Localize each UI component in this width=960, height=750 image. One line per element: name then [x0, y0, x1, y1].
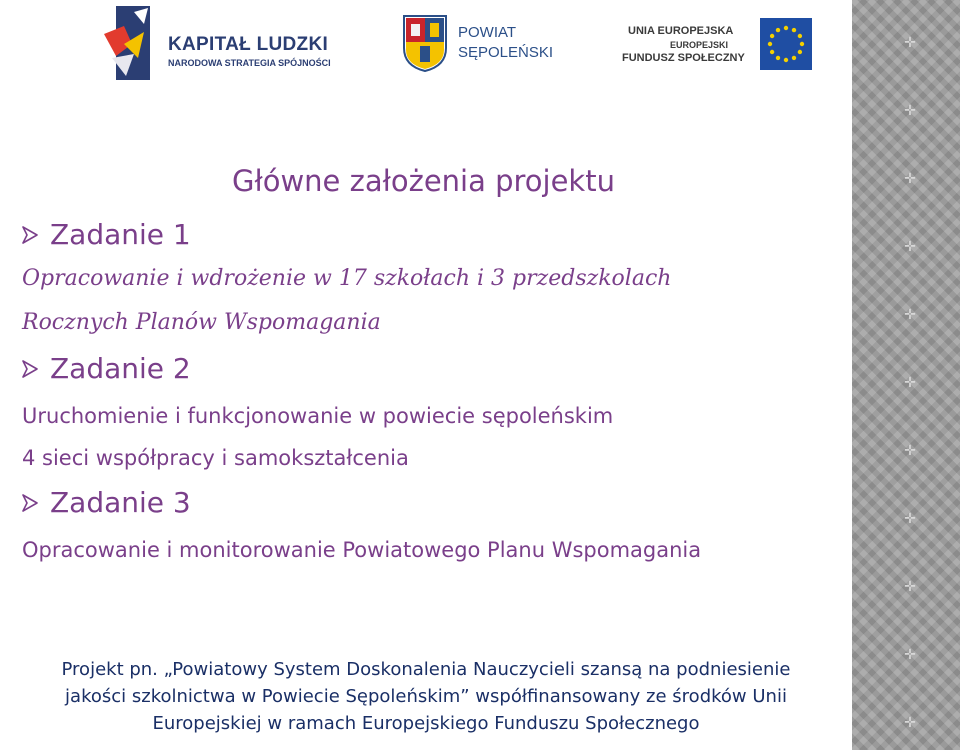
strip-star-icon: ✛: [904, 511, 916, 527]
footer-line-1: Projekt pn. „Powiatowy System Doskonalenia Nauczycieli szansą na podniesienie: [61, 659, 791, 680]
eu-flag-icon: [760, 18, 812, 70]
slide-title: Główne założenia projektu: [232, 164, 615, 198]
strip-star-icon: ✛: [904, 579, 916, 595]
kapital-ludzki-name: KAPITAŁ LUDZKI: [168, 34, 329, 55]
powiat-name: SĘPOLEŃSKI: [458, 44, 554, 61]
task-3-line-1: Opracowanie i monitorowanie Powiatowego Planu Wspomagania: [22, 538, 702, 562]
project-footer: [0, 656, 852, 737]
powiat-label: POWIAT: [458, 24, 517, 41]
kapital-ludzki-emblem-icon: [104, 4, 164, 84]
powiat-crest-icon: [402, 14, 448, 72]
task-1-line-2: Rocznych Planów Wspomagania: [22, 310, 381, 335]
task-2-line-1: Uruchomienie i funkcjonowanie w powiecie sępoleńskim: [22, 404, 614, 428]
task-1-line-1: Opracowanie i wdrożenie w 17 szkołach i 3 przedszkolach: [22, 266, 672, 291]
arrow-bullet-icon: [22, 494, 38, 512]
strip-star-icon: ✛: [904, 443, 916, 459]
kapital-ludzki-logo: [104, 4, 354, 84]
strip-star-icon: ✛: [904, 171, 916, 187]
ue-line-1: UNIA EUROPEJSKA: [628, 25, 734, 37]
arrow-bullet-icon: [22, 360, 38, 378]
task-3-heading: [22, 486, 191, 519]
arrow-bullet-icon: [22, 226, 38, 244]
kapital-ludzki-tagline: NARODOWA STRATEGIA SPÓJNOŚCI: [168, 58, 331, 68]
ue-line-3: FUNDUSZ SPOŁECZNY: [622, 52, 745, 64]
task-2-line-2: 4 sieci współpracy i samokształcenia: [22, 446, 409, 470]
footer-line-3: Europejskiej w ramach Europejskiego Funduszu Społecznego: [152, 713, 700, 734]
strip-star-icon: ✛: [904, 647, 916, 663]
strip-star-icon: ✛: [904, 715, 916, 731]
strip-star-icon: ✛: [904, 239, 916, 255]
ue-line-2: EUROPEJSKI: [670, 40, 729, 50]
unia-europejska-logo: [620, 18, 820, 73]
task-1-title: Zadanie 1: [50, 218, 191, 251]
decorative-side-strip: [852, 0, 960, 750]
task-3-title: Zadanie 3: [50, 486, 191, 519]
task-2-title: Zadanie 2: [50, 352, 191, 385]
task-2-heading: [22, 352, 191, 385]
powiat-logo: [402, 14, 552, 74]
strip-star-icon: ✛: [904, 103, 916, 119]
strip-star-icon: ✛: [904, 35, 916, 51]
task-1-heading: [22, 218, 191, 251]
strip-star-icon: ✛: [904, 307, 916, 323]
footer-line-2: jakości szkolnictwa w Powiecie Sępoleńskim” współfinansowany ze środków Unii: [65, 686, 787, 707]
strip-star-icon: ✛: [904, 375, 916, 391]
